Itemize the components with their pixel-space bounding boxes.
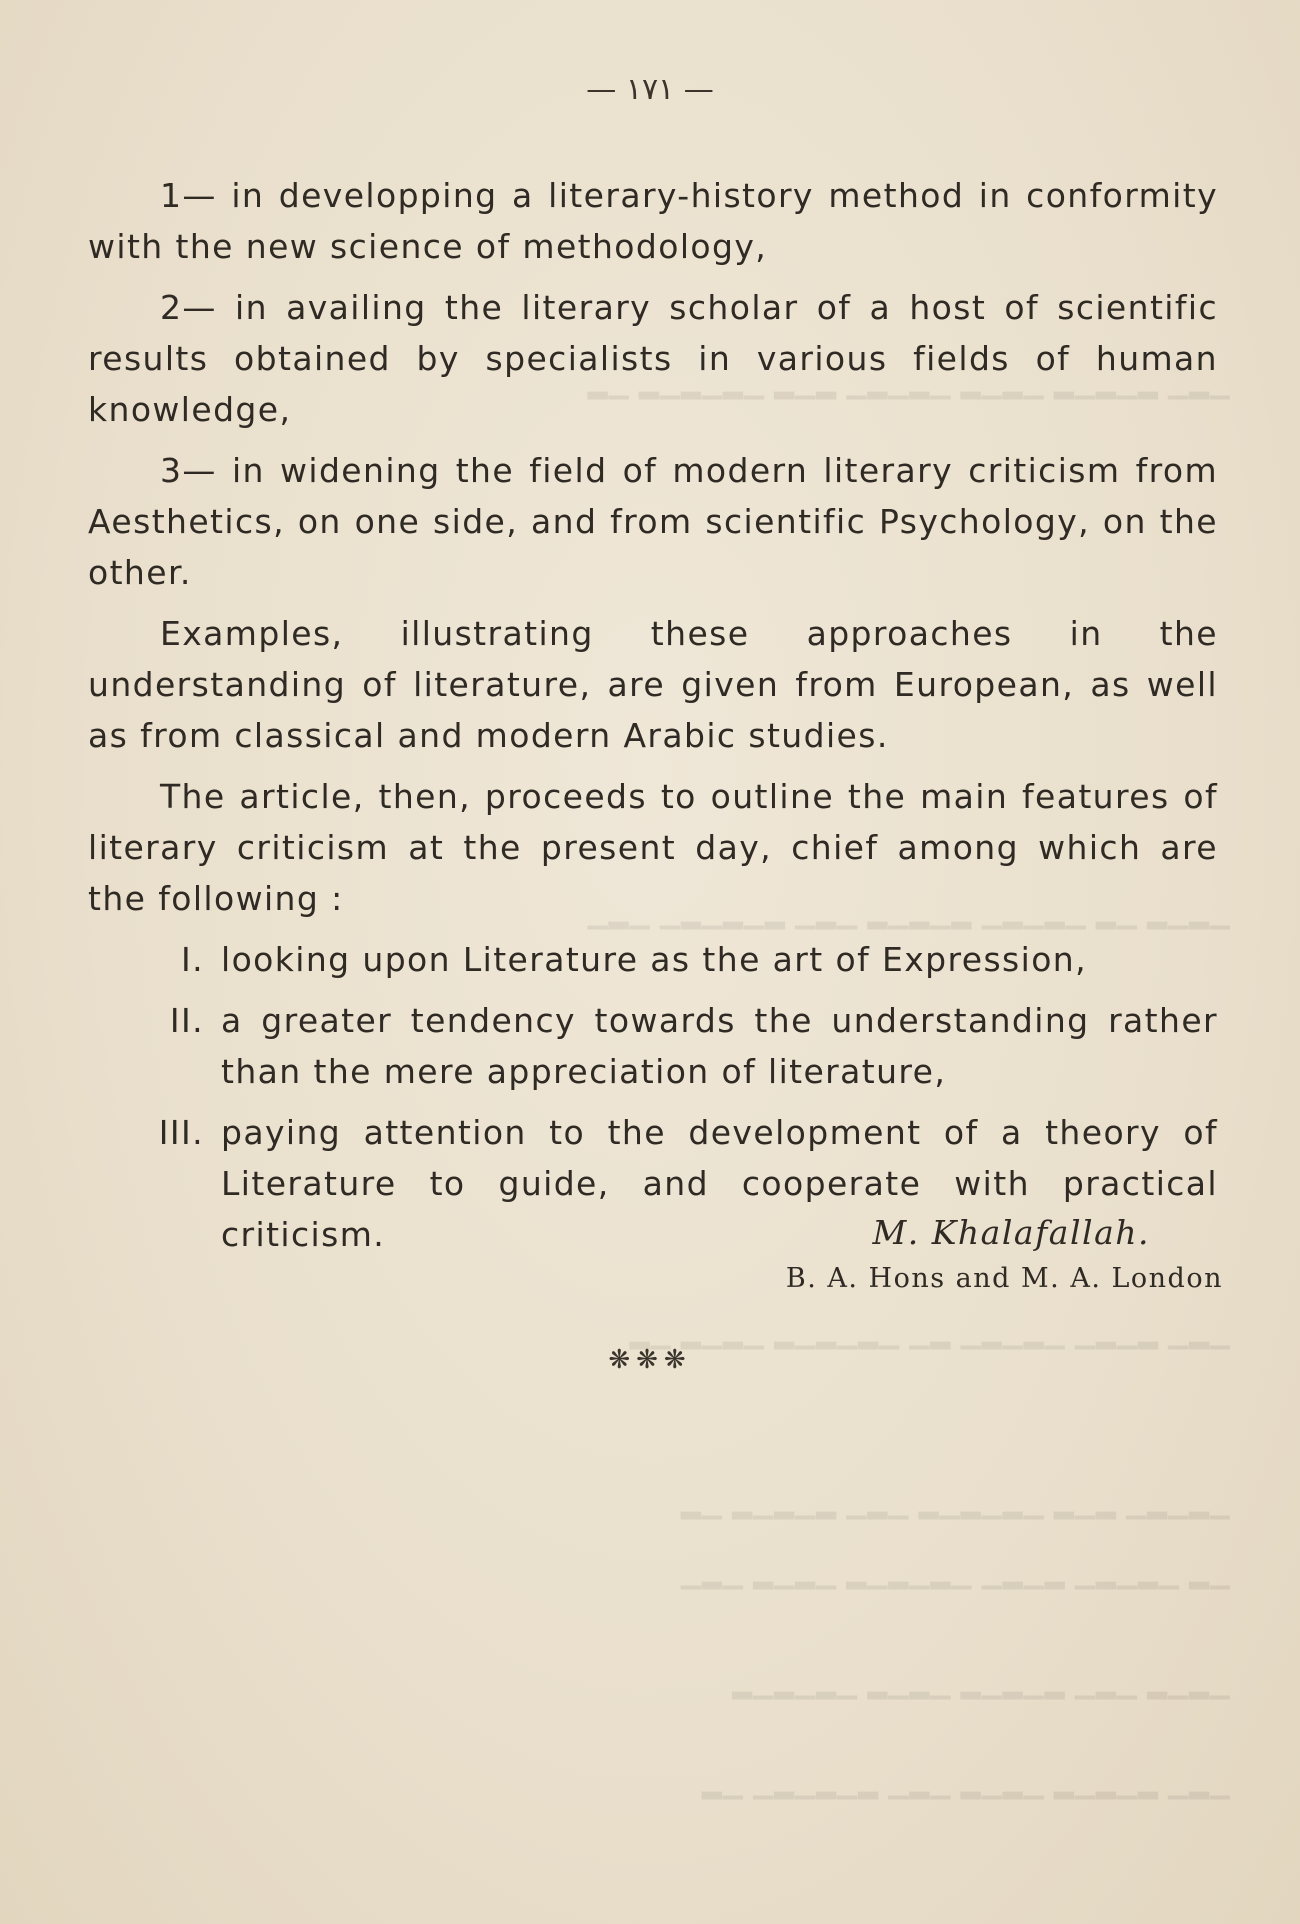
bleed-through-line: ▁▂▁▂ ▁▂▁ ▂▁▂▁▂ ▁▂▁▂ ▁▂▁▂▁▂	[731, 1670, 1230, 1700]
bleed-through-line: ▁▂▁ ▂▁▂▁▂ ▁▂▁▂ ▁▂▁ ▂▁▂▁▂▁ ▁▂	[700, 1770, 1230, 1800]
list-numeral: III.	[158, 1113, 204, 1152]
list-numeral: II.	[169, 1001, 204, 1040]
paragraph-widening-field: 3— in widening the field of modern literary criticism from Aesthetics, on one side, and from scientific Psychology, on the other.	[88, 451, 1218, 592]
section-separator: ❋❋❋	[608, 1345, 692, 1375]
features-list	[88, 934, 1218, 1260]
list-numeral: I.	[180, 940, 204, 979]
list-item	[88, 995, 1218, 1097]
bleed-through-line: ▁▂▁▂ ▁▂ ▁▂▁▂▁ ▂▁▂▁▂ ▁▂▁ ▂▁▂▁▂▁ ▁▂▁	[586, 900, 1230, 930]
bleed-through-line: ▁▂ ▁▂▁▂▁ ▂▁▂▁ ▁▂▁▂▁▂ ▁▂▁▂ ▁▂▁	[679, 1560, 1230, 1590]
article-body	[88, 170, 1218, 1270]
paragraph-method: 1— in developping a literary-history method in conformity with the new science of methodology,	[88, 176, 1218, 266]
bleed-through-line: ▁▂▁ ▂▁▂▁▂ ▁▂▁▂ ▁▂▁▂▁ ▂▁▂ ▁▂▁▂▁▂ ▁▂	[586, 370, 1230, 400]
bleed-through-line: ▁▂▁ ▂▁▂▁ ▁▂▁▂▁ ▂▁ ▁▂▁▂▁▂ ▁▂▁▂ ▁▂	[628, 1320, 1230, 1350]
list-item	[88, 934, 1218, 985]
author-credentials: B. A. Hons and M. A. London	[785, 1263, 1223, 1294]
list-item-text: paying attention to the development of a theory of Literature to guide, and cooperate with practical criticism.	[221, 1113, 1218, 1254]
page-number: — ١٧١ —	[586, 72, 714, 107]
list-item-text: looking upon Literature as the art of Expression,	[221, 940, 1087, 979]
author-name: M. Khalafallah.	[872, 1213, 1150, 1252]
bleed-through-line: ▁▂▁▂▁ ▂▁▂ ▁▂▁▂▁▂ ▁▂▁ ▂▁▂▁▂ ▁▂	[679, 1490, 1230, 1520]
paragraph-scientific-results: 2— in availing the literary scholar of a host of scientific results obtained by specialists in various fields of human knowledge,	[88, 288, 1218, 429]
list-item-text: a greater tendency towards the understanding rather than the mere appreciation of literature,	[221, 1001, 1218, 1091]
paragraph-main-features: The article, then, proceeds to outline the main features of literary criticism at the present day, chief among which are the following :	[88, 777, 1218, 918]
paragraph-examples: Examples, illustrating these approaches in the understanding of literature, are given from European, as well as from classical and modern Arabic studies.	[88, 614, 1218, 755]
